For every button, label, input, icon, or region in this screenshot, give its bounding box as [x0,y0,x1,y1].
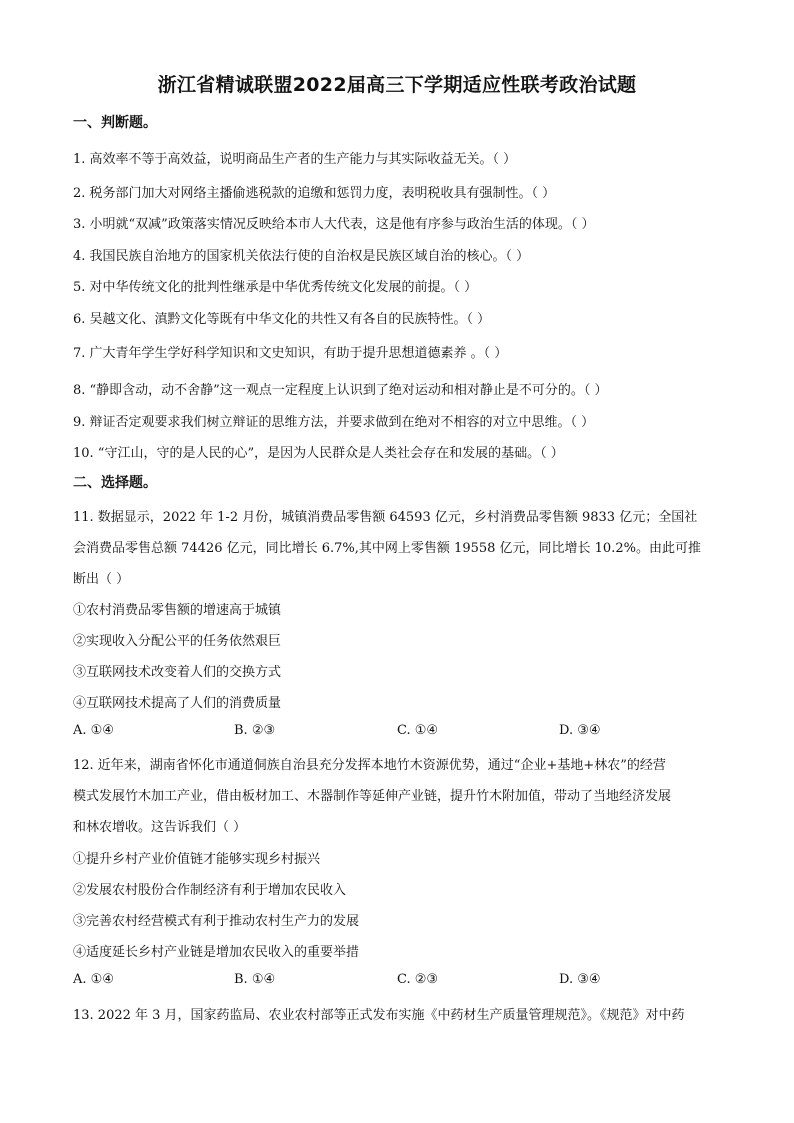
q11-item-3: ③互联网技术改变着人们的交换方式 [73,665,282,680]
q12-option-a: A. ①④ [73,972,114,987]
q12-item-1: ①提升乡村产业价值链才能够实现乡村振兴 [73,852,321,867]
q12-item-4: ④适度延长乡村产业链是增加农民收入的重要举措 [73,945,360,960]
q11-option-c: C. ①④ [397,723,439,738]
page-title: 浙江省精诚联盟2022届高三下学期适应性联考政治试题 [157,74,637,96]
section-heading-choice: 二、选择题。 [73,475,157,491]
judge-question-9: 9. 辩证否定观要求我们树立辩证的思维方法，并要求做到在绝对不相容的对立中思维。（ ） [73,415,595,430]
judge-question-3: 3. 小明就“双减”政策落实情况反映给本市人大代表，这是他有序参与政治生活的体现。（ ） [73,217,595,232]
q11-stem-line-3: 断出（ ） [73,572,130,587]
q12-option-b: B. ①④ [234,972,276,987]
q12-option-c: C. ②③ [397,972,439,987]
q11-stem-line-2: 会消费品零售总额 74426 亿元，同比增长 6.7%,其中网上零售额 19558 亿元，同比增长 10.2%。由此可推 [73,541,701,556]
q11-option-d: D. ③④ [559,723,601,738]
q12-option-d: D. ③④ [559,972,601,987]
section-heading-judgement: 一、判断题。 [73,115,157,131]
judge-question-10: 10. “守江山，守的是人民的心”，是因为人民群众是人类社会存在和发展的基础。（ ） [73,446,564,461]
q13-stem-line-1: 13. 2022 年 3 月，国家药监局、农业农村部等正式发布实施《中药材生产质量管理规范》。《规范》对中药 [73,1008,685,1023]
q12-stem-line-3: 和林农增收。这告诉我们（ ） [73,820,247,835]
judge-question-2: 2. 税务部门加大对网络主播偷逃税款的追缴和惩罚力度，表明税收具有强制性。（ ） [73,186,556,201]
judge-question-7: 7. 广大青年学生学好科学知识和文史知识，有助于提升思想道德素养 。（ ） [73,346,508,361]
judge-question-5: 5. 对中华传统文化的批判性继承是中华优秀传统文化发展的前提。（ ） [73,280,478,295]
q11-stem-line-1: 11. 数据显示，2022 年 1-2 月份，城镇消费品零售额 64593 亿元，乡村消费品零售额 9833 亿元；全国社 [73,510,698,525]
q11-item-2: ②实现收入分配公平的任务依然艰巨 [73,634,282,649]
q11-item-1: ①农村消费品零售额的增速高于城镇 [73,603,282,618]
q12-item-3: ③完善农村经营模式有利于推动农村生产力的发展 [73,914,360,929]
q11-option-b: B. ②③ [234,723,276,738]
q12-stem-line-1: 12. 近年来，湖南省怀化市通道侗族自治县充分发挥本地竹木资源优势，通过“企业+基地+林农”的经营 [73,758,666,773]
q12-stem-line-2: 模式发展竹木加工产业，借由板材加工、木器制作等延伸产业链，提升竹木附加值，带动了当地经济发展 [73,789,672,804]
judge-question-6: 6. 吴越文化、滇黔文化等既有中华文化的共性又有各自的民族特性。（ ） [73,312,491,327]
q12-item-2: ②发展农村股份合作制经济有利于增加农民收入 [73,883,347,898]
q11-option-a: A. ①④ [73,723,114,738]
judge-question-8: 8. “静即含动，动不舍静”这一观点一定程度上认识到了绝对运动和相对静止是不可分的。（ ） [73,383,608,398]
judge-question-1: 1. 高效率不等于高效益，说明商品生产者的生产能力与其实际收益无关。（ ） [73,152,517,167]
judge-question-4: 4. 我国民族自治地方的国家机关依法行使的自治权是民族区域自治的核心。（ ） [73,249,530,264]
q11-item-4: ④互联网技术提高了人们的消费质量 [73,696,282,711]
